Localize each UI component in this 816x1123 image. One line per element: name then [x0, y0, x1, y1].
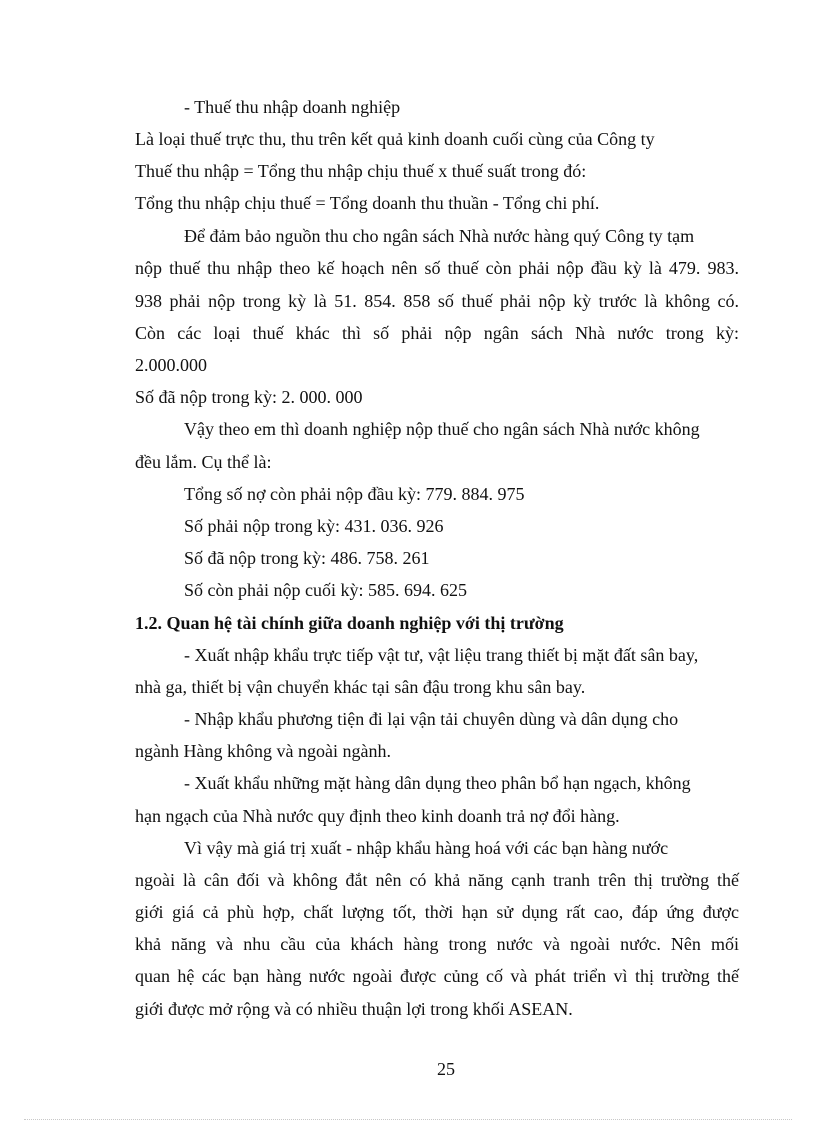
text-line: Là loại thuế trực thu, thu trên kết quả kinh doanh cuối cùng của Công ty	[135, 129, 655, 149]
text-line: khả năng và nhu cầu của khách hàng trong nước và ngoài nước. Nên mối	[135, 934, 739, 954]
text-line: hạn ngạch của Nhà nước quy định theo kinh doanh trả nợ đổi hàng.	[135, 806, 620, 826]
list-item: Tổng số nợ còn phải nộp đầu kỳ: 779. 884. 975	[184, 484, 525, 504]
text-line: Vì vậy mà giá trị xuất - nhập khẩu hàng hoá với các bạn hàng nước	[184, 838, 669, 858]
text-line: 2.000.000	[135, 355, 207, 375]
text-line: 938 phải nộp trong kỳ là 51. 854. 858 số thuế phải nộp kỳ trước là không có.	[135, 291, 739, 311]
list-item: Số đã nộp trong kỳ: 486. 758. 261	[184, 548, 430, 568]
text-line: Vậy theo em thì doanh nghiệp nộp thuế cho ngân sách Nhà nước không	[184, 419, 700, 439]
text-line: đều lắm. Cụ thể là:	[135, 452, 272, 472]
list-item: Số còn phải nộp cuối kỳ: 585. 694. 625	[184, 580, 467, 600]
text-line: - Thuế thu nhập doanh nghiệp	[184, 97, 401, 117]
text-line: Còn các loại thuế khác thì số phải nộp ngân sách Nhà nước trong kỳ:	[135, 323, 739, 343]
text-line: nhà ga, thiết bị vận chuyển khác tại sân đậu trong khu sân bay.	[135, 677, 586, 697]
page-number: 25	[437, 1059, 455, 1079]
list-item: Số phải nộp trong kỳ: 431. 036. 926	[184, 516, 444, 536]
text-line: Số đã nộp trong kỳ: 2. 000. 000	[135, 387, 363, 407]
section-heading: 1.2. Quan hệ tài chính giữa doanh nghiệp với thị trường	[135, 613, 564, 633]
text-line: quan hệ các bạn hàng nước ngoài được củng cố và phát triển vì thị trường thế	[135, 966, 739, 986]
text-line: - Nhập khẩu phương tiện đi lại vận tải chuyên dùng và dân dụng cho	[184, 709, 679, 729]
text-line: ngoài là cân đối và không đắt nên có khả năng cạnh tranh trên thị trường thế	[135, 870, 739, 890]
text-line: - Xuất nhập khẩu trực tiếp vật tư, vật liệu trang thiết bị mặt đất sân bay,	[184, 645, 699, 665]
text-line: - Xuất khẩu những mặt hàng dân dụng theo phân bổ hạn ngạch, không	[184, 773, 691, 793]
text-line: ngành Hàng không và ngoài ngành.	[135, 741, 391, 761]
text-line: giới được mở rộng và có nhiều thuận lợi trong khối ASEAN.	[135, 999, 573, 1019]
page-divider	[24, 1119, 792, 1120]
text-line: Thuế thu nhập = Tổng thu nhập chịu thuế x thuế suất trong đó:	[135, 161, 587, 181]
text-line: Để đảm bảo nguồn thu cho ngân sách Nhà nước hàng quý Công ty tạm	[184, 226, 695, 246]
text-line: Tổng thu nhập chịu thuế = Tổng doanh thu thuần - Tổng chi phí.	[135, 193, 600, 213]
text-line: giới giá cả phù hợp, chất lượng tốt, thời hạn sử dụng rất cao, đáp ứng được	[135, 902, 739, 922]
text-line: nộp thuế thu nhập theo kế hoạch nên số thuế còn phải nộp đầu kỳ là 479. 983.	[135, 258, 739, 278]
